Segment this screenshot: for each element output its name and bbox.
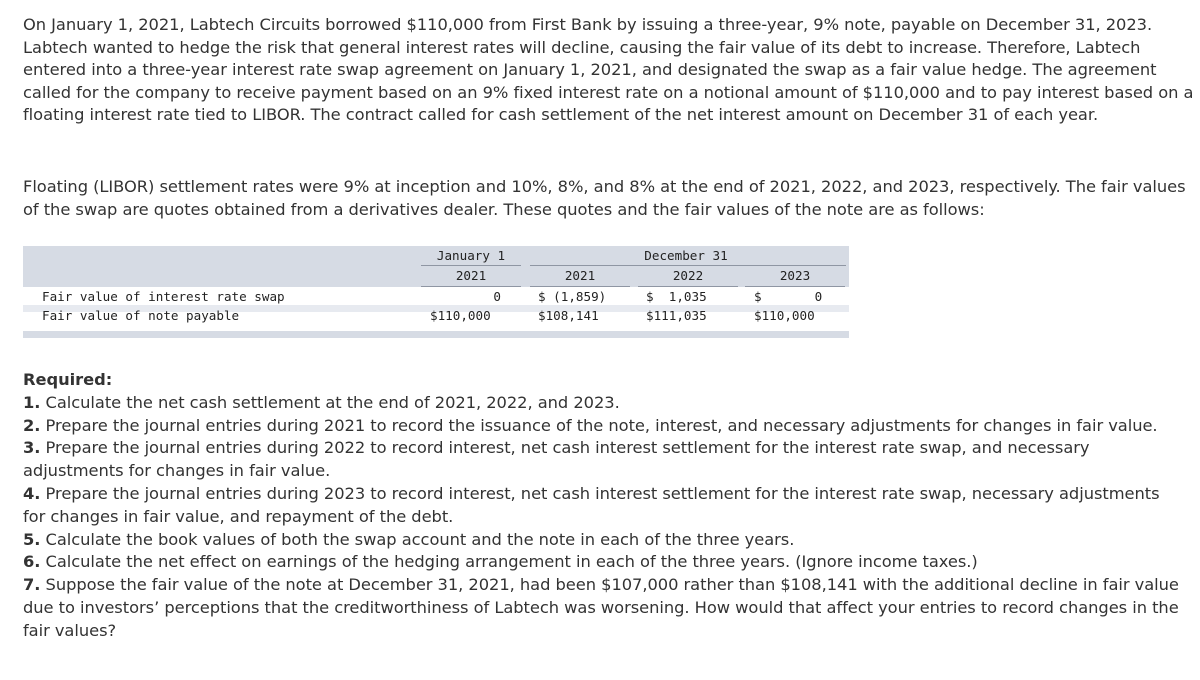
required-item-text: Prepare the journal entries during 2023 to record interest, net cash interest settlement for the interest rate swap, necessary adjustments for changes in fair value, and repayment of the debt. [23,483,1160,526]
cell-note-dec-2023: $110,000 [754,308,815,323]
cell-note-dec-2021: $108,141 [538,308,599,323]
required-item-number: 4. [23,483,41,503]
required-item-6 [23,551,1183,574]
cell-note-dec-2022: $111,035 [646,308,707,323]
cell-swap-dec-2023: $ 0 [754,289,823,304]
header-december-31: December 31 [644,248,728,263]
required-item-number: 3. [23,438,41,458]
row-label-note: Fair value of note payable [42,308,240,323]
required-item-text: Prepare the journal entries during 2021 to record the issuance of the note, interest, and necessary adjustments for changes in fair value. [40,415,1158,435]
required-item-5 [23,529,1183,552]
cell-note-jan-2021: $110,000 [430,308,491,323]
required-item-number: 2. [23,415,41,435]
required-item-3 [23,437,1183,483]
year-underline-4 [745,286,845,287]
required-item-text: Calculate the book values of both the swap account and the note in each of the three years. [40,529,795,549]
required-item-text: Calculate the net effect on earnings of the hedging arrangement in each of the three years. (Ignore income taxes.) [40,552,978,572]
required-item-2 [23,415,1183,438]
required-item-text: Calculate the net cash settlement at the end of 2021, 2022, and 2023. [40,392,620,412]
cell-swap-dec-2021: $ (1,859) [538,289,607,304]
year-underline-2 [530,286,630,287]
header-underline-december [530,265,846,266]
required-title: Required: [23,370,113,389]
header-january-1: January 1 [436,248,506,263]
cell-swap-dec-2022: $ 1,035 [646,289,707,304]
problem-description: On January 1, 2021, Labtech Circuits borrowed $110,000 from First Bank by issuing a three-year, 9% note, payable on December 31, 2023. Labtech wanted to hedge the risk that general interest rates will decline, causing the fair value of its debt to increase. Therefore, Labtech entered into a three-year interest rate swap agreement on January 1, 2021, and designated the swap as a fair value hedge. The agreement called for the company to receive payment based on an 9% fixed interest rate on a notional amount of $110,000 and to pay interest based on a floating interest rate tied to LIBOR. The contract called for cash settlement of the net interest amount on December 31 of each year. [23,15,1194,125]
header-underline-january [421,265,521,266]
required-item-7 [23,574,1183,642]
required-item-text: Prepare the journal entries during 2022 to record interest, net cash interest settlement for the interest rate swap, and necessary adjustments for changes in fair value. [23,438,1090,481]
table-bottom-band [23,331,849,338]
required-item-text: Suppose the fair value of the note at December 31, 2021, had been $107,000 rather than $108,141 with the additional decline in fair value due to investors’ perceptions that the creditworthiness of Labtech was worsening. How would that affect your entries to record changes in the fair values? [23,575,1179,640]
required-item-number: 1. [23,392,41,412]
required-item-1 [23,392,1183,415]
required-item-4 [23,483,1183,529]
year-underline-1 [421,286,521,287]
col-year-4: 2023 [779,268,811,283]
year-underline-3 [638,286,738,287]
col-year-3: 2022 [672,268,704,283]
required-item-number: 5. [23,529,41,549]
required-section [23,369,1183,643]
row-label-swap: Fair value of interest rate swap [42,289,285,304]
fair-value-table [23,246,849,338]
required-item-number: 7. [23,575,41,595]
cell-swap-jan-2021: 0 [493,289,501,304]
col-year-2: 2021 [564,268,596,283]
col-year-1: 2021 [455,268,487,283]
settlement-rates-description: Floating (LIBOR) settlement rates were 9% at inception and 10%, 8%, and 8% at the end of 2021, 2022, and 2023, respectively. The fair values of the swap are quotes obtained from a derivatives dealer. These quotes and the fair values of the note are as follows: [23,177,1186,219]
required-item-number: 6. [23,552,41,572]
